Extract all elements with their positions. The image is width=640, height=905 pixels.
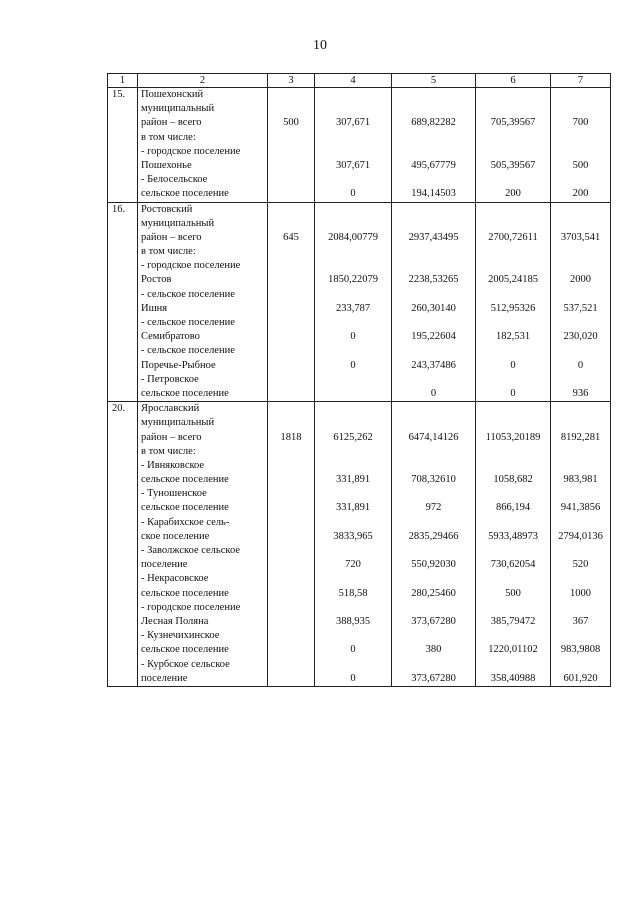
value-line <box>268 530 314 544</box>
table-row <box>108 202 611 402</box>
value-line: 307,671 <box>335 159 371 171</box>
header-cell: 4 <box>315 74 392 88</box>
value-line: 3703,541 <box>560 231 601 243</box>
value-line <box>392 102 475 116</box>
value-line <box>315 629 391 643</box>
value-cell-c7 <box>551 402 611 687</box>
value-line <box>476 402 550 416</box>
value-line <box>392 344 475 358</box>
value-line <box>476 102 550 116</box>
value-line <box>551 217 610 231</box>
value-line <box>315 259 391 273</box>
value-line <box>392 288 475 302</box>
value-line <box>551 259 610 273</box>
value-line <box>392 373 475 387</box>
value-line: 1058,682 <box>493 474 533 486</box>
value-line <box>268 643 314 657</box>
municipality-name-cell <box>138 402 268 687</box>
name-line: Лесная Поляна <box>141 615 209 627</box>
value-line <box>268 203 314 217</box>
value-line <box>268 672 314 686</box>
value-line: 941,3856 <box>560 502 601 514</box>
header-cell: 2 <box>138 74 268 88</box>
value-line: 358,40988 <box>490 672 536 684</box>
name-line: в том числе: <box>141 131 196 143</box>
value-line: 280,25460 <box>411 587 456 599</box>
value-line <box>551 88 610 102</box>
value-line <box>551 487 610 501</box>
value-line <box>392 601 475 615</box>
value-cell-c7 <box>551 202 611 402</box>
value-line: 936 <box>572 387 589 399</box>
value-line <box>315 245 391 259</box>
value-line: 373,67280 <box>411 672 456 684</box>
value-line: 5933,48973 <box>488 530 538 542</box>
value-line <box>268 187 314 201</box>
name-line: - сельское поселение <box>141 317 235 328</box>
value-line <box>268 302 314 316</box>
value-cell-c5 <box>392 88 476 203</box>
value-line: 0 <box>510 387 516 399</box>
value-line <box>551 658 610 672</box>
value-line <box>551 459 610 473</box>
value-line <box>268 344 314 358</box>
value-line <box>268 145 314 159</box>
value-line <box>315 516 391 530</box>
value-line <box>268 273 314 287</box>
value-line: 500 <box>572 159 589 171</box>
name-line: - городское поселение <box>141 145 241 157</box>
value-line <box>315 88 391 102</box>
value-line <box>392 88 475 102</box>
name-line: Пошехонский <box>141 89 204 100</box>
value-line: 182,531 <box>495 331 531 343</box>
value-line <box>476 131 550 145</box>
value-line: 2238,53265 <box>408 274 459 286</box>
name-line: - Некрасовское <box>141 573 209 585</box>
value-line <box>551 173 610 187</box>
value-line <box>551 572 610 586</box>
value-line <box>551 601 610 615</box>
value-line <box>268 587 314 601</box>
value-line: 500 <box>283 117 299 129</box>
value-line <box>268 131 314 145</box>
value-line <box>551 131 610 145</box>
value-line: 1818 <box>280 431 302 443</box>
value-line <box>315 459 391 473</box>
value-line: 2937,43495 <box>408 231 459 243</box>
value-line <box>315 445 391 459</box>
name-line: сельское поселение <box>141 188 229 200</box>
name-line: в том числе: <box>141 445 196 457</box>
value-line <box>315 344 391 358</box>
row-number: 15. <box>108 88 138 203</box>
value-line: 243,37486 <box>411 359 456 371</box>
value-line <box>476 203 550 217</box>
value-line <box>268 572 314 586</box>
value-line: 373,67280 <box>411 615 456 627</box>
row-number: 20. <box>108 402 138 687</box>
table-row <box>108 88 611 203</box>
value-line <box>392 544 475 558</box>
value-line: 2000 <box>570 274 591 286</box>
value-line: 331,891 <box>335 474 371 486</box>
name-line: - городское поселение <box>141 601 241 613</box>
value-line <box>392 316 475 330</box>
value-line <box>315 373 391 387</box>
value-line <box>476 373 550 387</box>
value-line: 505,39567 <box>490 159 536 171</box>
value-line <box>551 316 610 330</box>
municipality-name-cell <box>138 88 268 203</box>
value-cell-c5 <box>392 402 476 687</box>
name-line: сельское поселение <box>141 387 229 399</box>
value-line <box>315 487 391 501</box>
value-cell-c4 <box>315 88 392 203</box>
value-line <box>268 487 314 501</box>
name-line: - Петровское <box>141 373 199 385</box>
value-line <box>551 544 610 558</box>
name-line: сельское поселение <box>141 502 229 514</box>
value-line: 708,32610 <box>411 474 456 486</box>
value-line <box>476 217 550 231</box>
value-line: 2700,72611 <box>488 231 538 243</box>
value-line <box>268 501 314 515</box>
name-line: Ишня <box>141 302 168 314</box>
value-line <box>476 459 550 473</box>
value-line <box>268 629 314 643</box>
value-line <box>315 572 391 586</box>
value-line: 1000 <box>570 587 591 599</box>
value-line <box>268 544 314 558</box>
value-line <box>268 601 314 615</box>
value-line <box>392 629 475 643</box>
value-line <box>315 658 391 672</box>
value-line: 0 <box>350 359 356 371</box>
value-line: 1850,22079 <box>328 274 378 286</box>
value-line: 1220,01102 <box>488 644 538 656</box>
value-cell-c7 <box>551 88 611 203</box>
value-line <box>476 245 550 259</box>
value-line <box>315 416 391 430</box>
value-line: 720 <box>345 559 361 571</box>
value-line: 983,981 <box>563 474 598 486</box>
name-line: Пошехонье <box>141 159 192 171</box>
value-line: 500 <box>505 587 521 599</box>
value-line: 983,9808 <box>560 644 601 656</box>
name-line: муниципальный <box>141 217 215 229</box>
value-line: 866,194 <box>495 502 531 514</box>
value-cell-c4 <box>315 402 392 687</box>
value-line <box>315 544 391 558</box>
name-line: - Карабихское сель- <box>141 516 230 528</box>
value-line <box>268 359 314 373</box>
name-line: поселение <box>141 672 188 684</box>
value-line: 307,671 <box>335 117 371 129</box>
value-line <box>268 330 314 344</box>
value-line <box>551 416 610 430</box>
value-line <box>268 173 314 187</box>
value-cell-c3 <box>268 402 315 687</box>
value-line <box>476 658 550 672</box>
name-line: Ростовский <box>141 203 193 215</box>
value-line <box>551 402 610 416</box>
name-line: поселение <box>141 559 188 571</box>
value-line <box>268 445 314 459</box>
header-cell: 1 <box>108 74 138 88</box>
value-line <box>268 288 314 302</box>
name-line: сельское поселение <box>141 587 229 599</box>
name-line: муниципальный <box>141 103 215 115</box>
value-line: 520 <box>572 559 589 571</box>
header-cell: 5 <box>392 74 476 88</box>
value-line <box>268 102 314 116</box>
name-line: сельское поселение <box>141 474 229 486</box>
value-line <box>392 402 475 416</box>
value-cell-c5 <box>392 202 476 402</box>
value-line <box>315 217 391 231</box>
value-line: 200 <box>505 188 521 200</box>
name-line: ское поселение <box>141 530 210 542</box>
name-line: - Туношенское <box>141 488 207 500</box>
municipality-name-cell <box>138 202 268 402</box>
value-line <box>315 131 391 145</box>
value-line <box>315 316 391 330</box>
value-line <box>551 373 610 387</box>
value-line <box>476 88 550 102</box>
name-line: в том числе: <box>141 246 196 258</box>
value-line <box>476 344 550 358</box>
value-line <box>392 145 475 159</box>
value-line <box>268 88 314 102</box>
header-row <box>108 74 611 88</box>
value-line: 3833,965 <box>333 530 373 542</box>
value-line: 6474,14126 <box>408 431 459 443</box>
value-line: 537,521 <box>563 302 598 314</box>
name-line: муниципальный <box>141 417 215 429</box>
name-line: - Заволжское сельское <box>141 545 240 556</box>
name-line: Семибратово <box>141 331 200 343</box>
table-body <box>108 88 611 687</box>
value-line <box>392 203 475 217</box>
value-line <box>392 459 475 473</box>
value-line <box>476 544 550 558</box>
value-line <box>551 145 610 159</box>
name-line: сельское поселение <box>141 644 229 656</box>
page-number: 10 <box>313 38 327 53</box>
value-line: 0 <box>350 672 356 684</box>
value-line: 385,79472 <box>490 615 536 627</box>
value-line <box>268 259 314 273</box>
value-line <box>268 217 314 231</box>
value-line: 700 <box>572 117 589 129</box>
value-line: 194,14503 <box>411 188 456 200</box>
value-line: 380 <box>425 644 442 656</box>
value-line <box>392 259 475 273</box>
header-cell: 3 <box>268 74 315 88</box>
value-cell-c3 <box>268 202 315 402</box>
value-line <box>392 245 475 259</box>
name-line: район – всего <box>141 431 202 443</box>
value-line <box>551 445 610 459</box>
name-line: - Белосельское <box>141 174 208 186</box>
value-line <box>551 288 610 302</box>
value-line <box>315 402 391 416</box>
value-line <box>476 316 550 330</box>
value-line <box>268 473 314 487</box>
value-line <box>268 316 314 330</box>
name-line: район – всего <box>141 231 202 243</box>
header-cell: 6 <box>476 74 551 88</box>
value-line <box>476 173 550 187</box>
value-line <box>551 344 610 358</box>
value-line <box>392 445 475 459</box>
value-line: 0 <box>430 387 437 399</box>
name-line: район – всего <box>141 117 202 129</box>
value-line: 233,787 <box>335 302 371 314</box>
value-line <box>476 629 550 643</box>
value-cell-c6 <box>476 202 551 402</box>
value-line <box>268 416 314 430</box>
value-line <box>268 615 314 629</box>
value-line: 0 <box>577 359 584 371</box>
value-line: 705,39567 <box>490 117 536 129</box>
row-number: 16. <box>108 202 138 402</box>
value-line: 512,95326 <box>490 302 536 314</box>
value-line <box>268 558 314 572</box>
value-line <box>268 159 314 173</box>
value-line: 367 <box>572 615 589 627</box>
value-line <box>476 516 550 530</box>
value-line: 495,67779 <box>411 159 456 171</box>
data-table <box>107 73 611 687</box>
table-row <box>108 402 611 687</box>
value-line: 689,82282 <box>411 117 456 129</box>
value-line: 0 <box>350 188 356 200</box>
value-line <box>268 245 314 259</box>
value-line: 200 <box>572 188 589 200</box>
value-line <box>268 402 314 416</box>
value-line <box>268 516 314 530</box>
value-line: 2835,29466 <box>408 530 459 542</box>
value-line <box>476 416 550 430</box>
value-line <box>551 516 610 530</box>
value-cell-c4 <box>315 202 392 402</box>
value-line: 0 <box>350 644 356 656</box>
value-cell-c6 <box>476 88 551 203</box>
value-line: 601,920 <box>563 672 598 684</box>
name-line: - Курбское сельское <box>141 658 230 670</box>
value-line <box>551 102 610 116</box>
value-line <box>315 203 391 217</box>
value-line: 11053,20189 <box>485 431 541 443</box>
value-line <box>551 629 610 643</box>
value-line <box>392 173 475 187</box>
name-line: - Кузнечихинское <box>141 630 220 642</box>
name-line: Поречье-Рыбное <box>141 359 216 371</box>
value-line <box>392 131 475 145</box>
name-line: Ярославский <box>141 403 200 415</box>
value-line <box>315 145 391 159</box>
value-line <box>315 102 391 116</box>
value-line: 0 <box>350 331 356 343</box>
name-line: - сельское поселение <box>141 288 235 300</box>
value-line <box>476 145 550 159</box>
value-line: 518,58 <box>338 587 368 599</box>
value-line: 388,935 <box>335 615 371 627</box>
value-line: 2794,0136 <box>558 530 603 542</box>
value-line <box>268 373 314 387</box>
value-line <box>476 288 550 302</box>
name-line: - Ивняковское <box>141 459 205 471</box>
value-line <box>551 245 610 259</box>
value-line: 260,30140 <box>411 302 456 314</box>
value-line <box>476 572 550 586</box>
value-line <box>268 387 314 401</box>
value-line <box>315 387 391 401</box>
value-line <box>392 217 475 231</box>
value-line <box>551 203 610 217</box>
value-line: 730,62054 <box>490 559 536 571</box>
name-line: - сельское поселение <box>141 345 235 357</box>
value-line <box>476 601 550 615</box>
value-line <box>268 459 314 473</box>
value-line <box>392 658 475 672</box>
value-line: 331,891 <box>335 502 371 514</box>
value-line: 8192,281 <box>560 431 601 443</box>
value-line <box>476 487 550 501</box>
value-line: 550,92030 <box>411 559 456 571</box>
value-line: 195,22604 <box>411 331 456 343</box>
value-line: 6125,262 <box>333 431 373 443</box>
value-line <box>268 658 314 672</box>
value-line: 2005,24185 <box>488 274 538 286</box>
value-line: 645 <box>283 231 299 243</box>
value-line: 972 <box>425 502 442 514</box>
value-cell-c3 <box>268 88 315 203</box>
value-line: 2084,00779 <box>328 231 378 243</box>
name-line: - городское поселение <box>141 260 241 272</box>
value-line <box>476 445 550 459</box>
value-line <box>392 572 475 586</box>
value-line: 0 <box>510 359 516 371</box>
value-line <box>476 259 550 273</box>
value-cell-c6 <box>476 402 551 687</box>
value-line <box>392 516 475 530</box>
value-line <box>392 416 475 430</box>
value-line: 230,020 <box>563 331 598 343</box>
name-line: Ростов <box>141 274 172 286</box>
value-line <box>315 601 391 615</box>
header-cell: 7 <box>551 74 611 88</box>
value-line <box>392 487 475 501</box>
value-line <box>315 288 391 302</box>
value-line <box>315 173 391 187</box>
